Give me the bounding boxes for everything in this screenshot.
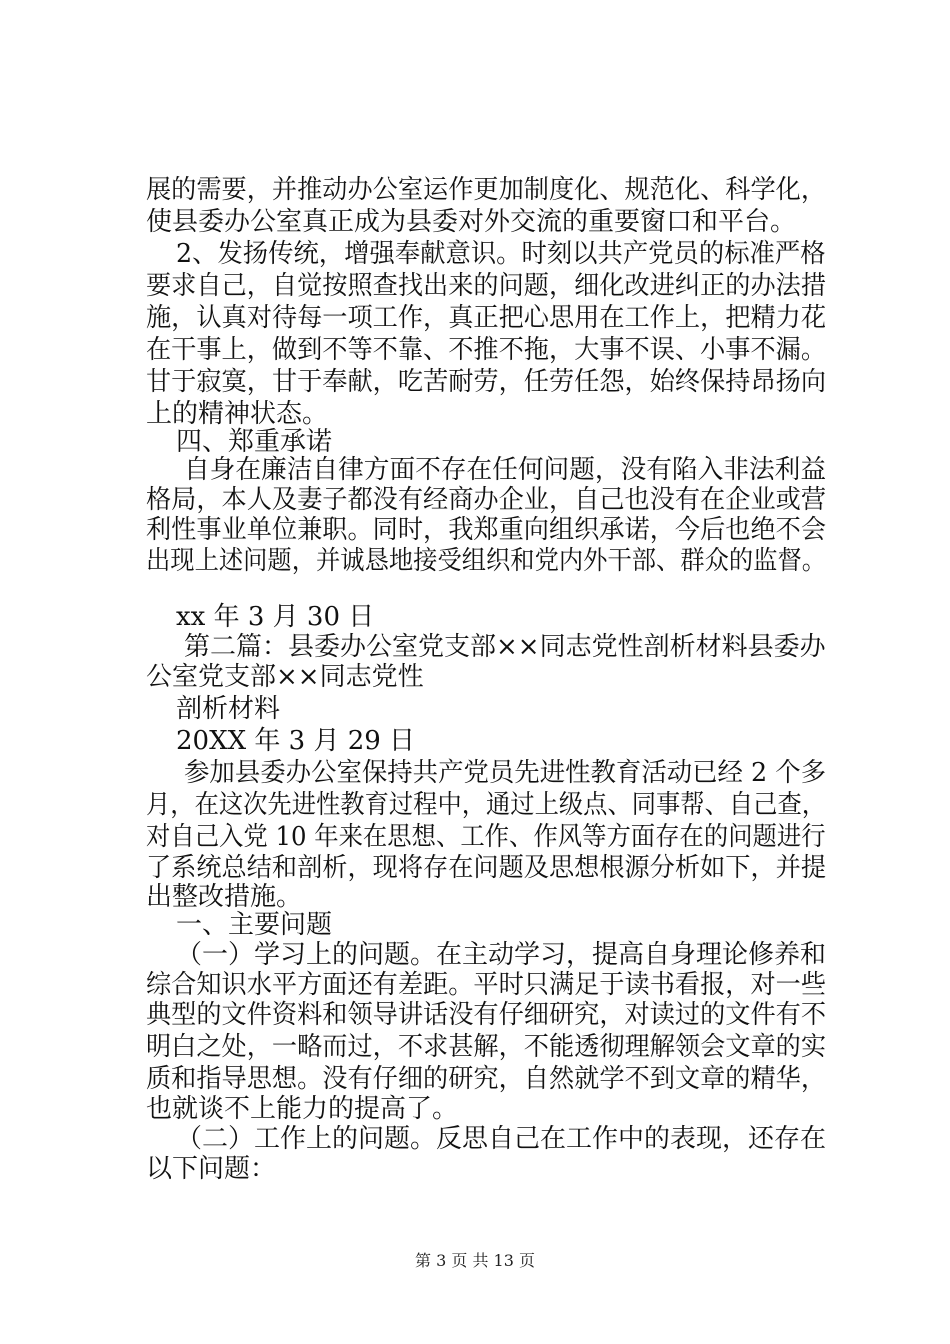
text-line: 参加县委办公室保持共产党员先进性教育活动已经 2 个多 xyxy=(184,758,827,788)
text-line: 利性事业单位兼职。同时，我郑重向组织承诺，今后也绝不会 xyxy=(146,515,827,545)
date-line: xx 年 3 月 30 日 xyxy=(176,602,375,632)
text-line: 对自己入党 10 年来在思想、工作、作风等方面存在的问题进行 xyxy=(146,822,826,852)
text-line: 月，在这次先进性教育过程中，通过上级点、同事帮、自己查， xyxy=(146,790,827,820)
text-line: （二）工作上的问题。反思自己在工作中的表现，还存在 xyxy=(176,1124,827,1154)
text-line: 典型的文件资料和领导讲话没有仔细研究，对读过的文件有不 xyxy=(146,1000,827,1030)
article-title-continued: 剖析材料 xyxy=(176,694,281,724)
section-heading: 四、郑重承诺 xyxy=(176,427,333,457)
text-line: 了系统总结和剖析，现将存在问题及思想根源分析如下，并提 xyxy=(146,853,827,883)
text-line: 明白之处，一略而过，不求甚解，不能透彻理解领会文章的实 xyxy=(146,1032,827,1062)
text-line: 甘于寂寞，甘于奉献，吃苦耐劳，任劳任怨，始终保持昂扬向 xyxy=(146,367,827,397)
text-line: 以下问题： xyxy=(146,1154,277,1184)
section-heading: 一、主要问题 xyxy=(176,910,333,940)
text-line: 在干事上，做到不等不靠、不推不拖，大事不误、小事不漏。 xyxy=(146,335,827,365)
text-line: 自身在廉洁自律方面不存在任何问题，没有陷入非法利益 xyxy=(184,455,827,485)
text-line: 要求自己，自觉按照查找出来的问题，细化改进纠正的办法措 xyxy=(146,271,827,301)
text-line: 质和指导思想。没有仔细的研究，自然就学不到文章的精华， xyxy=(146,1064,827,1094)
date-line: 20XX 年 3 月 29 日 xyxy=(176,726,416,756)
text-line: 使县委办公室真正成为县委对外交流的重要窗口和平台。 xyxy=(146,207,797,237)
text-line: 2、发扬传统，增强奉献意识。时刻以共产党员的标准严格 xyxy=(176,239,826,269)
text-line: 综合知识水平方面还有差距。平时只满足于读书看报，对一些 xyxy=(146,970,827,1000)
page-footer: 第 3 页 共 13 页 xyxy=(415,1251,535,1270)
article-title: 第二篇：县委办公室党支部××同志党性剖析材料县委办 xyxy=(184,632,826,662)
text-line: 出整改措施。 xyxy=(146,882,303,912)
text-line: 也就谈不上能力的提高了。 xyxy=(146,1094,459,1124)
article-title-continued: 公室党支部××同志党性 xyxy=(146,662,424,692)
text-line: 格局，本人及妻子都没有经商办企业，自己也没有在企业或营 xyxy=(146,485,827,515)
text-line: 施，认真对待每一项工作，真正把心思用在工作上，把精力花 xyxy=(146,303,827,333)
text-line: 出现上述问题，并诚恳地接受组织和党内外干部、群众的监督。 xyxy=(146,546,827,576)
text-line: 展的需要，并推动办公室运作更加制度化、规范化、科学化， xyxy=(146,175,827,205)
text-line: 上的精神状态。 xyxy=(146,399,329,429)
text-line: （一）学习上的问题。在主动学习，提高自身理论修养和 xyxy=(176,940,827,970)
